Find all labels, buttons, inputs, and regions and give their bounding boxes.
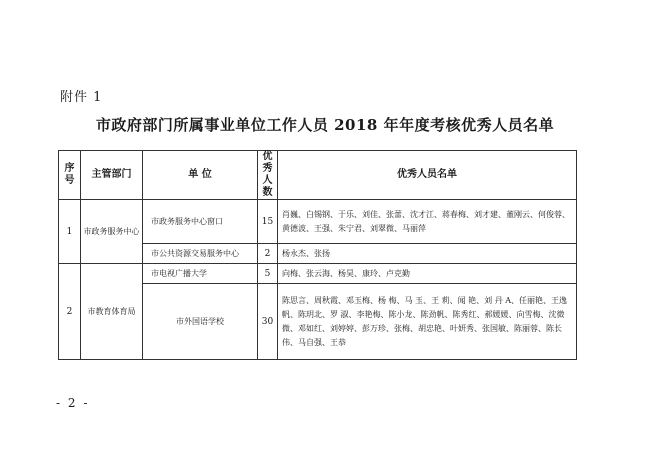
annex-label: 附件 1 xyxy=(60,90,103,105)
table-row xyxy=(59,200,577,244)
header-unit: 单 位 xyxy=(143,151,258,200)
names-cell: 陈思言、周秋霞、邓玉梅、杨 梅、马 玉、王 莉、闻 艳、刘 丹 A、任丽艳、王逸帆、陈玥北、罗 淑、李艳梅、陈小龙、陈劲帆、陈秀红、郝媛媛、向雪梅、沈微微、邓如红、刘婷婷、彭万珍、张梅、胡忠艳、叶妍秀、张国敏、陈丽蓉、陈长伟、马自强、王恭 xyxy=(278,284,577,360)
group-seq: 1 xyxy=(59,200,81,264)
count-cell: 30 xyxy=(258,284,278,360)
count-cell: 15 xyxy=(258,200,278,244)
names-cell: 肖巍、白锡钢、于乐、刘佳、张蕾、沈才江、蒋春梅、刘才建、董刚云、何俊蓉、黄德波、王强、朱宁君、刘翠微、马丽萍 xyxy=(278,200,577,244)
count-cell: 2 xyxy=(258,244,278,264)
group-seq: 2 xyxy=(59,264,81,360)
header-dept: 主管部门 xyxy=(81,151,143,200)
unit-cell: 市政务服务中心窗口 xyxy=(143,200,258,244)
header-seq: 序号 xyxy=(59,151,81,200)
names-cell: 杨永杰、张扬 xyxy=(278,244,577,264)
document-title: 市政府部门所属事业单位工作人员 2018 年年度考核优秀人员名单 xyxy=(95,116,555,134)
names-cell: 向梅、张云海、杨昊、康玲、卢克勤 xyxy=(278,264,577,284)
group-dept: 市教育体育局 xyxy=(81,264,143,360)
header-names: 优秀人员名单 xyxy=(278,151,577,200)
group-dept: 市政务服务中心 xyxy=(81,200,143,264)
table-header-row xyxy=(59,151,577,200)
table-row xyxy=(59,264,577,284)
unit-cell: 市外国语学校 xyxy=(143,284,258,360)
count-cell: 5 xyxy=(258,264,278,284)
excellent-staff-table xyxy=(58,150,577,360)
page-number: - 2 - xyxy=(56,396,90,410)
unit-cell: 市公共资源交易服务中心 xyxy=(143,244,258,264)
header-count: 优秀人数 xyxy=(258,151,278,200)
unit-cell: 市电视广播大学 xyxy=(143,264,258,284)
